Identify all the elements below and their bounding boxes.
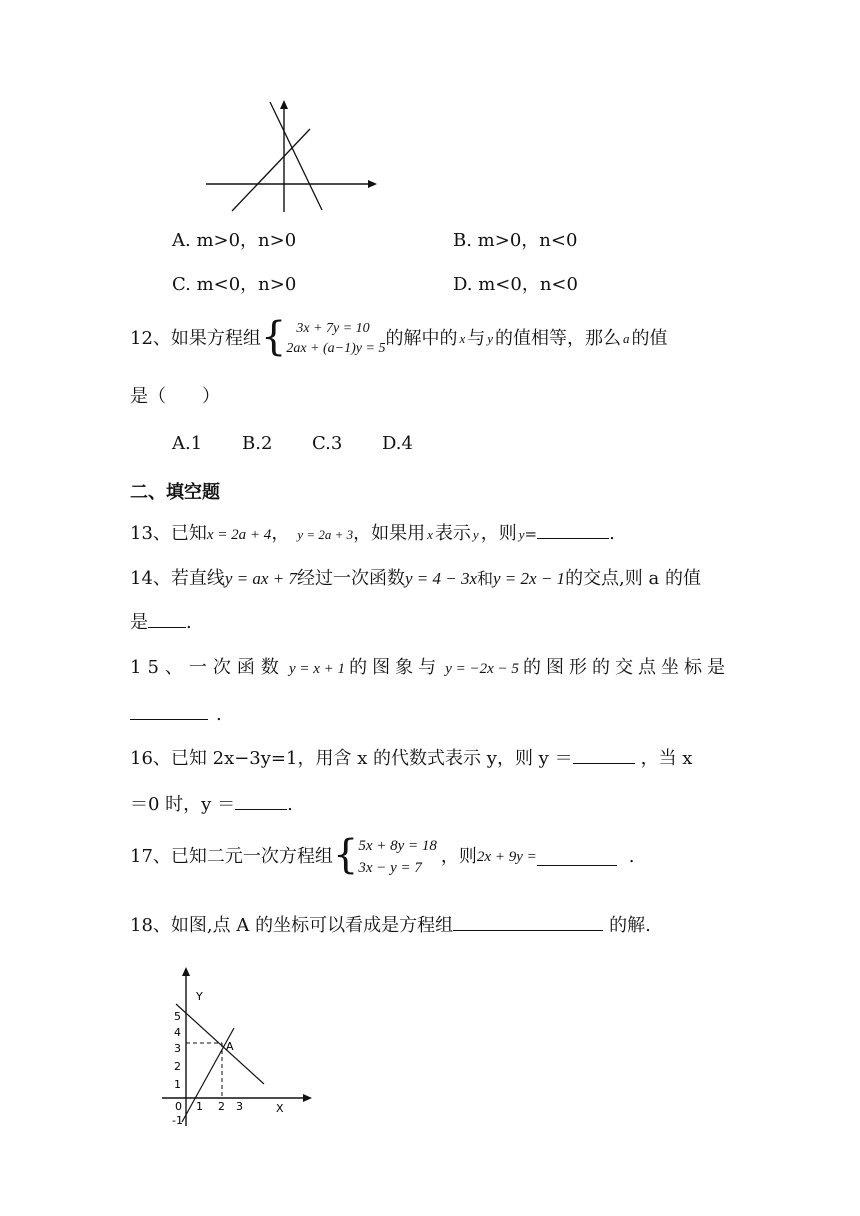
x-axis-label: X xyxy=(276,1102,284,1115)
q16-answer-blank-1[interactable] xyxy=(573,747,635,764)
q14-line2 xyxy=(130,610,192,636)
x-tick-2: 2 xyxy=(218,1100,225,1113)
q18-text-a: 18、如图,点 A 的坐标可以看成是方程组 xyxy=(130,915,454,936)
q16-line2 xyxy=(130,792,293,818)
q14-suffix: 的交点,则 a 的值 xyxy=(565,568,701,589)
q15-question xyxy=(130,655,730,682)
x-axis-arrow xyxy=(368,180,377,188)
q18-answer-blank[interactable] xyxy=(453,914,603,931)
q12-prefix: 12、如果方程组 xyxy=(130,328,261,349)
q12-var-a: a xyxy=(623,331,630,346)
q12-system xyxy=(286,319,385,359)
origin-label: 0 xyxy=(175,1100,182,1113)
q13-end: . xyxy=(609,523,615,544)
y-tick-1: 1 xyxy=(174,1078,181,1091)
q15-prefix: 15、一次函数 xyxy=(130,657,285,678)
line-decreasing xyxy=(270,102,322,210)
q15-eq1: y = x + 1 xyxy=(288,661,346,677)
y-axis-arrow xyxy=(280,100,288,109)
q15-mid: 的图象与 xyxy=(349,657,442,678)
q15-answer-blank[interactable] xyxy=(130,703,208,720)
q16-answer-blank-2[interactable] xyxy=(235,793,287,810)
y-tick-4: 4 xyxy=(174,1026,181,1039)
q12-eq1: 3x + 7y = 10 xyxy=(296,321,370,336)
y-tick-2: 2 xyxy=(174,1060,181,1073)
q12-var-y: y xyxy=(487,331,494,346)
q12-eq2: 2ax + (a−1)y = 5 xyxy=(286,341,386,356)
q16-text-c: ＝0 时，y ＝ xyxy=(130,794,236,815)
q14-eq3: y = 2x − 1 xyxy=(493,569,566,588)
q16-text-d: . xyxy=(287,794,293,815)
q18-text-b: 的解. xyxy=(609,915,651,936)
q15-eq2: y = −2x − 5 xyxy=(445,661,519,677)
x-axis-arrow xyxy=(303,1094,312,1102)
q13-var-y: y xyxy=(472,527,479,542)
q17-prefix: 17、已知二元一次方程组 xyxy=(130,846,333,867)
q15-end: . xyxy=(216,704,222,725)
y-tick-5: 5 xyxy=(174,1010,181,1023)
q12-suffix-a: 的解中的 xyxy=(385,328,458,349)
q12-line2: 是（ ） xyxy=(130,386,220,407)
q16-text-a: 16、已知 2x−3y=1，用含 x 的代数式表示 y，则 y ＝ xyxy=(130,748,573,769)
q17-answer-blank[interactable] xyxy=(537,849,617,866)
q13-eq-y: y = 2a + 3 xyxy=(297,527,354,542)
q17-question xyxy=(130,832,634,882)
q14-answer-blank[interactable] xyxy=(148,611,186,628)
q11-option-a: A. m>0，n>0 xyxy=(172,230,297,251)
q17-eq1: 5x + 8y = 18 xyxy=(358,838,437,854)
q13-answer-blank[interactable] xyxy=(537,522,609,539)
q12-suffix-c: 的值相等，那么 xyxy=(495,328,622,349)
q17-eq2: 3x − y = 7 xyxy=(358,860,422,876)
q14-mid: 经过一次函数 xyxy=(296,568,405,589)
q12-option-a: A.1 xyxy=(172,433,203,454)
q18-graph xyxy=(160,962,320,1132)
system-brace: { xyxy=(260,314,287,360)
q12-option-c: C.3 xyxy=(312,433,343,454)
q11-option-d: D. m<0，n<0 xyxy=(453,274,578,295)
q11-option-b: B. m>0，n<0 xyxy=(453,230,578,251)
q12-option-d: D.4 xyxy=(382,433,413,454)
q14-eq1: y = ax + 7 xyxy=(224,569,297,588)
q12-suffix-d: 的值 xyxy=(631,328,668,349)
q16-text-b: ，当 x xyxy=(640,748,693,769)
section-title: 二、填空题 xyxy=(130,482,220,503)
q15-line2 xyxy=(130,702,222,728)
line-decreasing xyxy=(176,1004,264,1084)
q13-mid: ，如果用 xyxy=(353,523,426,544)
y-tick-3: 3 xyxy=(174,1042,181,1055)
x-tick-3: 3 xyxy=(236,1100,243,1113)
q14-prefix: 14、若直线 xyxy=(130,568,225,589)
q11-graph xyxy=(200,96,385,218)
q12-suffix-b: 与 xyxy=(467,328,486,349)
q17-system xyxy=(358,835,437,879)
x-tick-1: 1 xyxy=(196,1100,203,1113)
q12-var-x: x xyxy=(459,331,466,346)
q15-suffix: 的图形的交点坐标是 xyxy=(522,657,730,678)
system-brace: { xyxy=(332,832,359,878)
q14-end: . xyxy=(186,612,192,633)
line-increasing xyxy=(232,129,310,211)
q16-line1 xyxy=(130,746,692,772)
q13-eq-x: x = 2a + 4 xyxy=(206,527,272,543)
q13-eq-sign: = xyxy=(524,525,538,543)
q13-var-y2: y xyxy=(518,527,525,542)
neg-one-label: -1 xyxy=(172,1114,183,1127)
q13-question xyxy=(130,521,615,548)
q14-line2-text: 是 xyxy=(130,612,148,633)
q13-mid3: ，则 xyxy=(480,523,517,544)
q14-eq2: y = 4 − 3x xyxy=(404,569,477,588)
q17-end: . xyxy=(628,846,635,867)
q14-and: 和 xyxy=(477,569,494,588)
q13-sep: ， xyxy=(271,523,290,544)
y-axis-arrow xyxy=(182,967,190,976)
q13-prefix: 13、已知 xyxy=(130,523,207,544)
q12-question xyxy=(130,314,668,364)
q13-var-x: x xyxy=(427,527,433,542)
q17-expr: 2x + 9y = xyxy=(476,849,537,865)
point-a-label: A xyxy=(226,1040,234,1053)
q17-mid: ，则 xyxy=(440,846,477,867)
q14-question xyxy=(130,566,701,592)
q18-question xyxy=(130,913,651,939)
y-axis-label: Y xyxy=(196,990,203,1003)
q11-option-c: C. m<0，n>0 xyxy=(172,274,297,295)
q13-mid2: 表示 xyxy=(434,523,471,544)
q12-option-b: B.2 xyxy=(242,433,273,454)
